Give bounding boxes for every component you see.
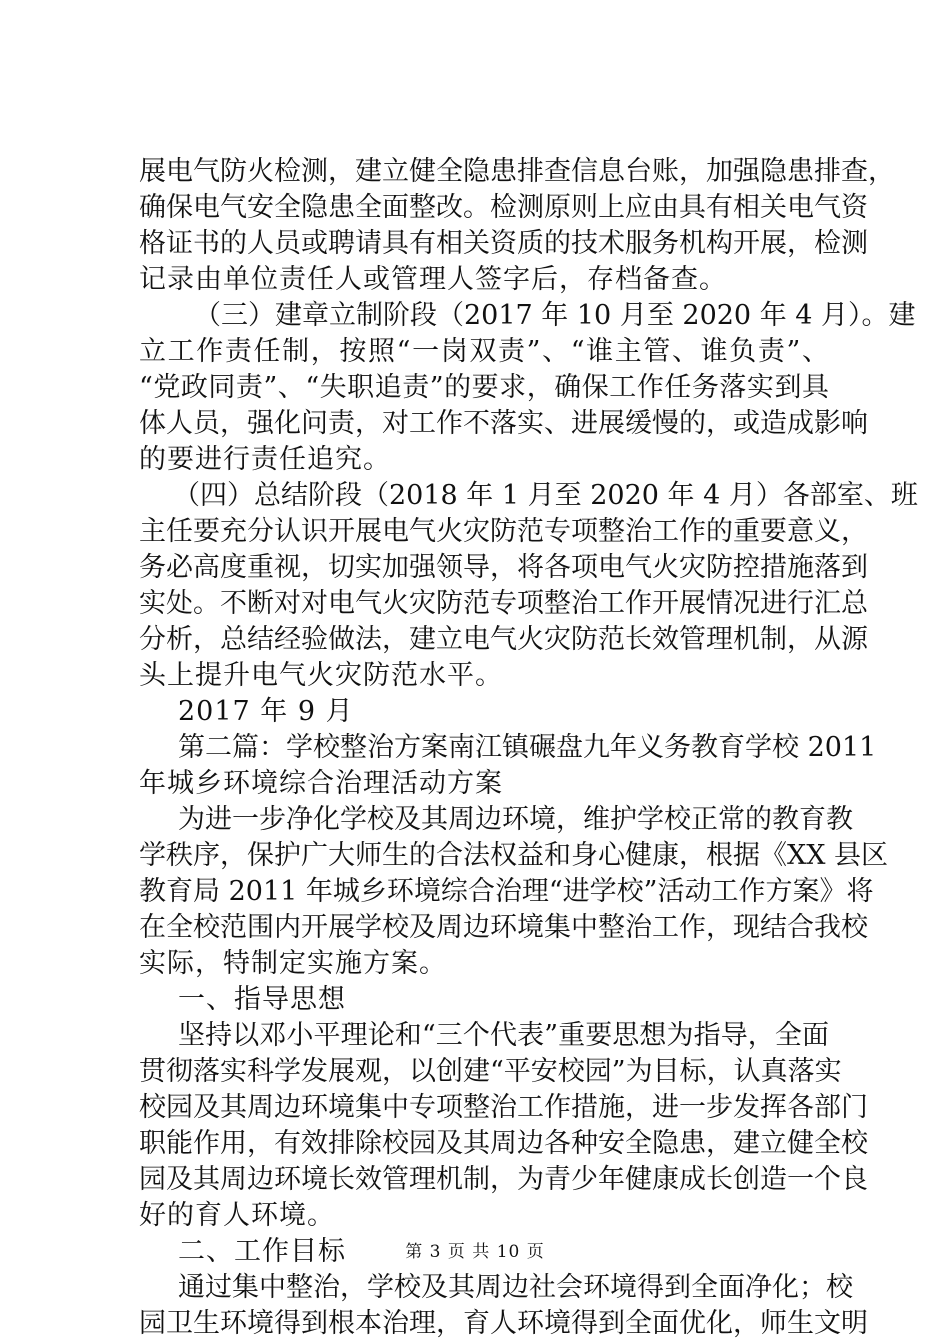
text-line: “党政同责”、“失职追责”的要求，确保工作任务落实到具 xyxy=(139,372,829,403)
section-heading: 第二篇：学校整治方案南江镇碾盘九年义务教育学校 2011 xyxy=(178,732,877,763)
text-line: 坚持以邓小平理论和“三个代表”重要思想为指导，全面 xyxy=(178,1020,829,1051)
text-line: 为进一步净化学校及其周边环境，维护学校正常的教育教 xyxy=(178,804,853,835)
text-line: 记录由单位责任人或管理人签字后，存档备查。 xyxy=(139,264,727,295)
subsection-heading: 二、工作目标 xyxy=(178,1236,346,1267)
text-line: 展电气防火检测，建立健全隐患排查信息台账，加强隐患排查， xyxy=(139,156,895,187)
text-line: 分析，总结经验做法，建立电气火灾防范长效管理机制，从源 xyxy=(139,624,868,655)
text-line: 在全校范围内开展学校及周边环境集中整治工作，现结合我校 xyxy=(139,912,868,943)
text-line: 头上提升电气火灾防范水平。 xyxy=(139,660,503,691)
text-line: 的要进行责任追究。 xyxy=(139,444,391,475)
text-line: 格证书的人员或聘请具有相关资质的技术服务机构开展，检测 xyxy=(139,228,868,259)
section-heading: 年城乡环境综合治理活动方案 xyxy=(139,768,503,799)
text-line: 园卫生环境得到根本治理，育人环境得到全面优化，师生文明 xyxy=(139,1308,868,1339)
text-line: 好的育人环境。 xyxy=(139,1200,335,1231)
text-line: 教育局 2011 年城乡环境综合治理“进学校”活动工作方案》将 xyxy=(139,876,874,907)
text-line: 园及其周边环境长效管理机制，为青少年健康成长创造一个良 xyxy=(139,1164,868,1195)
text-line: 职能作用，有效排除校园及其周边各种安全隐患，建立健全校 xyxy=(139,1128,868,1159)
page-number: 第 3 页 共 10 页 xyxy=(405,1242,545,1262)
text-line: 立工作责任制，按照“一岗双责”、“谁主管、谁负责”、 xyxy=(139,336,829,367)
text-line: 学秩序，保护广大师生的合法权益和身心健康，根据《XX 县区 xyxy=(139,840,889,871)
text-line: 贯彻落实科学发展观，以创建“平安校园”为目标，认真落实 xyxy=(139,1056,842,1087)
text-line: （三）建章立制阶段（2017 年 10 月至 2020 年 4 月）。建 xyxy=(194,300,916,331)
text-line: （四）总结阶段（2018 年 1 月至 2020 年 4 月）各部室、班 xyxy=(173,480,918,511)
text-line: 确保电气安全隐患全面整改。检测原则上应由具有相关电气资 xyxy=(139,192,868,223)
text-line: 实处。不断对对电气火灾防范专项整治工作开展情况进行汇总 xyxy=(139,588,868,619)
date-line: 2017 年 9 月 xyxy=(178,696,354,727)
text-line: 主任要充分认识开展电气火灾防范专项整治工作的重要意义， xyxy=(139,516,868,547)
subsection-heading: 一、指导思想 xyxy=(178,984,346,1015)
text-line: 体人员，强化问责，对工作不落实、进展缓慢的，或造成影响 xyxy=(139,408,868,439)
text-line: 实际，特制定实施方案。 xyxy=(139,948,447,979)
text-line: 校园及其周边环境集中专项整治工作措施，进一步发挥各部门 xyxy=(139,1092,868,1123)
text-line: 务必高度重视，切实加强领导，将各项电气火灾防控措施落到 xyxy=(139,552,868,583)
text-line: 通过集中整治，学校及其周边社会环境得到全面净化；校 xyxy=(178,1272,853,1303)
